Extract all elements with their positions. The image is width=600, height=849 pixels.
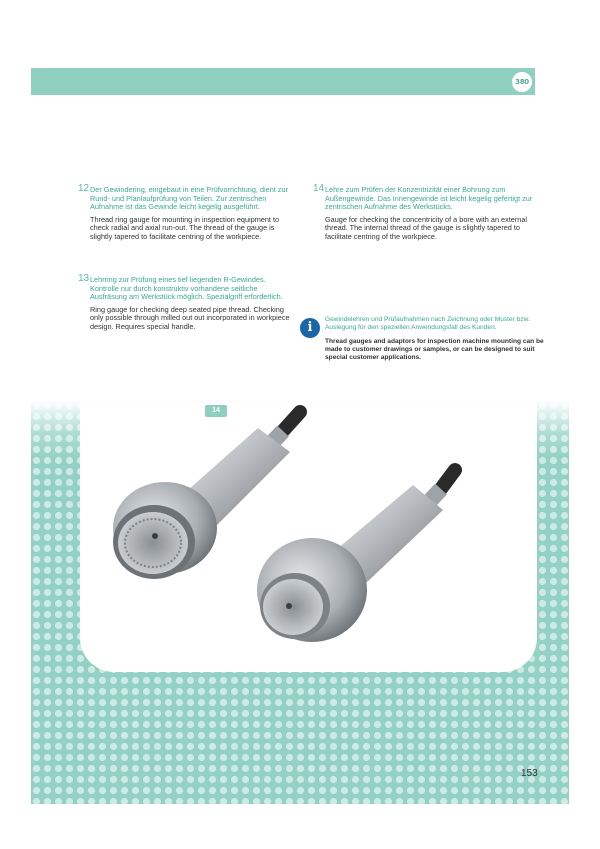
item-description-en: Thread ring gauge for mounting in inspection equipment to check radial and axial run-out. The thread of the gauge is slightly tapered to facilitate centring of the workpiece.	[90, 214, 280, 241]
figure-tag: 14	[205, 405, 227, 417]
item-number: 13	[78, 273, 90, 284]
note-text-de: Gewindelehren und Prüfaufnahmen nach Zeichnung oder Muster bzw. Auslegung für den speziellen Anwendungsfall des Kunden.	[325, 316, 530, 331]
item-description-en: Gauge for checking the concentricity of a bore with an external thread. The internal thread of the gauge is slightly tapered to facilitate centring of the workpiece.	[325, 214, 527, 241]
item-number: 12	[78, 183, 90, 194]
thread-gauge-left	[113, 412, 300, 579]
item-number: 14	[313, 183, 325, 194]
note-text-en: Thread gauges and adaptors for inspection machine mounting can be made to customer drawings or samples, or can be designed to suit special customer applications.	[325, 338, 544, 361]
page-number: 153	[521, 768, 538, 779]
logo-text: 380	[515, 78, 529, 86]
info-icon: i	[300, 318, 320, 338]
item-description-de: Der Gewindering, eingebaut in eine Prüfvorrichtung, dient zur Rund- und Planlaufprüfung von Teilen. Zur zentrischen Aufnahme ist das Gewinde leicht kegelig ausgeführt.	[90, 185, 288, 212]
item-description-de: Lehre zum Prüfen der Konzentrizität einer Bohrung zum Außengewinde. Das Innengewinde ist leicht kegelig gefertigt zur zentrischen Aufnahme des Werkstücks.	[325, 185, 533, 212]
item-description-en: Ring gauge for checking deep seated pipe thread. Checking only possible through milled out out incorporated in workpiece design. Requires special handle.	[90, 304, 290, 331]
thread-gauge-right	[257, 470, 455, 642]
item-description-de: Lehrring zur Prüfung eines tief liegenden R-Gewindes. Kontrolle nur durch konstruktiv vorhandene seitliche Ausfräsung am Werkstück möglich. Spezialgriff erforderlich.	[90, 275, 283, 302]
